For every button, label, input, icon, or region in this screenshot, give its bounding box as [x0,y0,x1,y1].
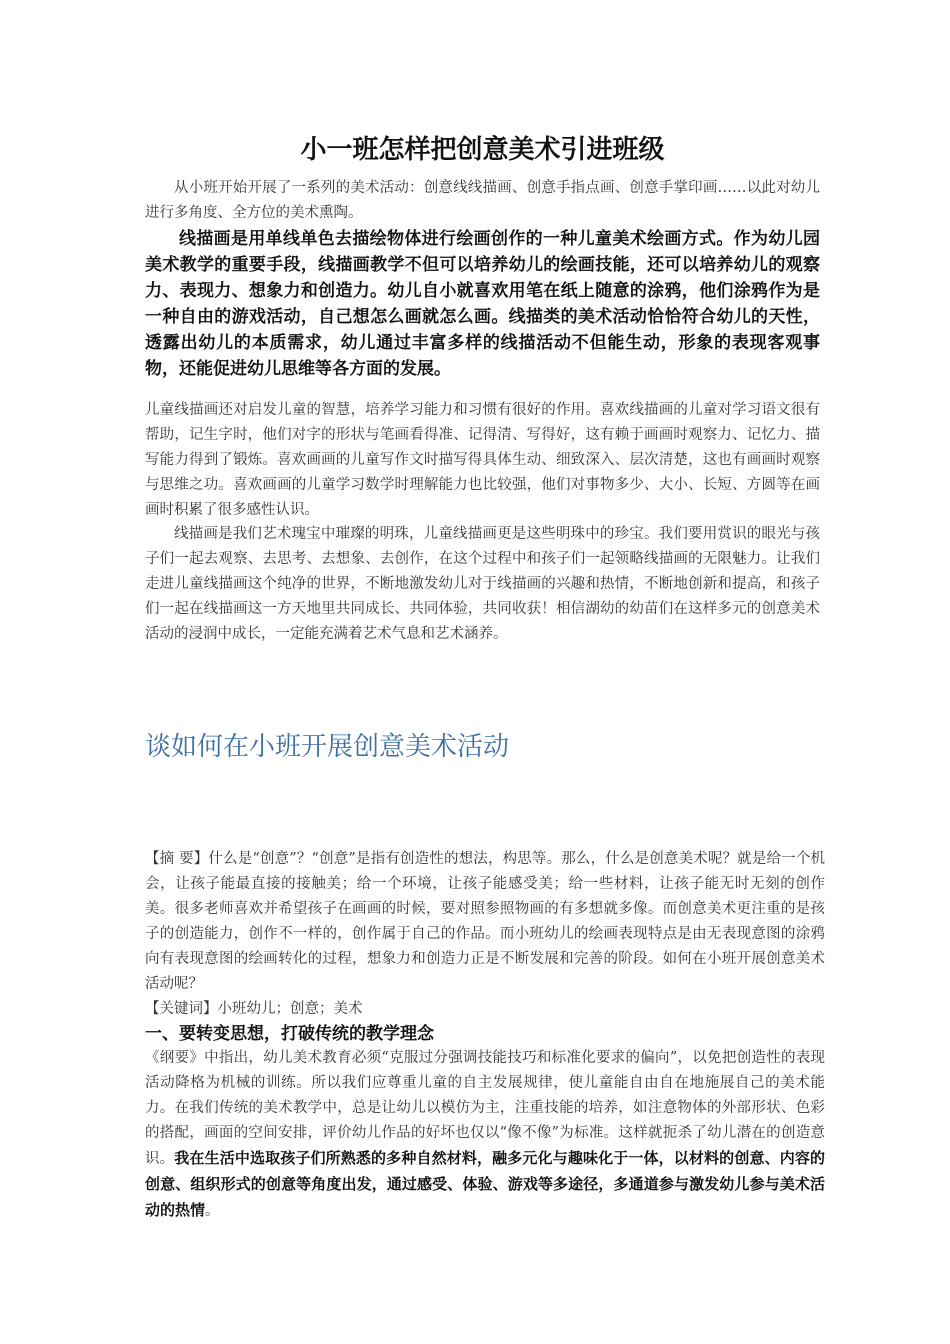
subsection-paragraph [145,1046,825,1224]
section-heading: 谈如何在小班开展创意美术活动 [145,732,510,762]
abstract-paragraph: 【摘 要】什么是“创意”？“创意”是指有创造性的想法，构思等。那么，什么是创意美术呢？就是给一个机会，让孩子能最直接的接触美；给一个环境，让孩子能感受美；给一些材料，让孩子能无时无刻的创作美。很多老师喜欢并希望孩子在画画的时候，要对照参照物画的有多想就多像。而创意美术更注重的是孩子的创造能力，创作不一样的，创作属于自己的作品。而小班幼儿的绘画表现特点是由无表现意图的涂鸦向有表现意图的绘画转化的过程，想象力和创造力正是不断发展和完善的阶段。如何在小班开展创意美术活动呢？ [145,851,825,992]
subsection-end: 。 [205,1203,220,1219]
subsection-text: 《纲要》中指出，幼儿美术教育必须“克服过分强调技能技巧和标准化要求的偏向”，以免把创造性的表现活动降格为机械的训练。所以我们应尊重儿童的自主发展规律，使儿童能自由自在地施展自己的美术能力。在我们传统的美术教学中，总是让幼儿以模仿为主，注重技能的培养，如注意物体的外部形状、色彩的搭配，画面的空间安排，评价幼儿作品的好坏也仅以“像不像”为标准。这样就扼杀了幼儿潜在的创造意识。 [145,1050,825,1167]
keywords-line: 【关键词】小班幼儿；创意；美术 [145,1001,363,1017]
body-paragraph-2: 线描画是我们艺术瑰宝中璀璨的明珠，儿童线描画更是这些明珠中的珍宝。我们要用赏识的眼光与孩子们一起去观察、去思考、去想象、去创作，在这个过程中和孩子们一起领略线描画的无限魅力。让我们走进儿童线描画这个纯净的世界，不断地激发幼儿对于线描画的兴趣和热情，不断地创新和提高，和孩子们一起在线描画这一方天地里共同成长、共同体验，共同收获！相信湖幼的幼苗们在这样多元的创意美术活动的浸润中成长，一定能充满着艺术气息和艺术涵养。 [145,526,820,642]
subsection-bold-text: 我在生活中选取孩子们所熟悉的多种自然材料，融多元化与趣味化于一体，以材料的创意、内容的创意、组织形式的创意等角度出发，通过感受、体验、游戏等多途径，多通道参与激发幼儿参与美术活动的热情 [145,1149,825,1219]
subsection-heading: 一、要转变思想，打破传统的教学理念 [145,1024,434,1044]
page-title: 小一班怎样把创意美术引进班级 [300,135,665,165]
body-paragraph-1: 儿童线描画还对启发儿童的智慧，培养学习能力和习惯有很好的作用。喜欢线描画的儿童对学习语文很有帮助，记生字时，他们对字的形状与笔画看得准、记得清、写得好，这有赖于画画时观察力、记忆力、描写能力得到了锻炼。喜欢画画的儿童写作文时描写得具体生动、细致深入、层次清楚，这也有画画时观察与思维之功。喜欢画画的儿童学习数学时理解能力也比较强，他们对事物多少、大小、长短、方圆等在画画时积累了很多感性认识。 [145,402,820,518]
intro-paragraph: 从小班开始开展了一系列的美术活动：创意线线描画、创意手指点画、创意手掌印画……以此对幼儿进行多角度、全方位的美术熏陶。 [145,180,820,221]
article-section [145,847,825,1224]
bold-paragraph: 线描画是用单线单色去描绘物体进行绘画创作的一种儿童美术绘画方式。作为幼儿园美术教学的重要手段，线描画教学不但可以培养幼儿的绘画技能，还可以培养幼儿的观察力、表现力、想象力和创造力。幼儿自小就喜欢用笔在纸上随意的涂鸦，他们涂鸦作为是一种自由的游戏活动，自己想怎么画就怎么画。线描类的美术活动恰恰符合幼儿的天性，透露出幼儿的本质需求，幼儿通过丰富多样的线描活动不但能生动，形象的表现客观事物，还能促进幼儿思维等各方面的发展。 [145,229,820,379]
